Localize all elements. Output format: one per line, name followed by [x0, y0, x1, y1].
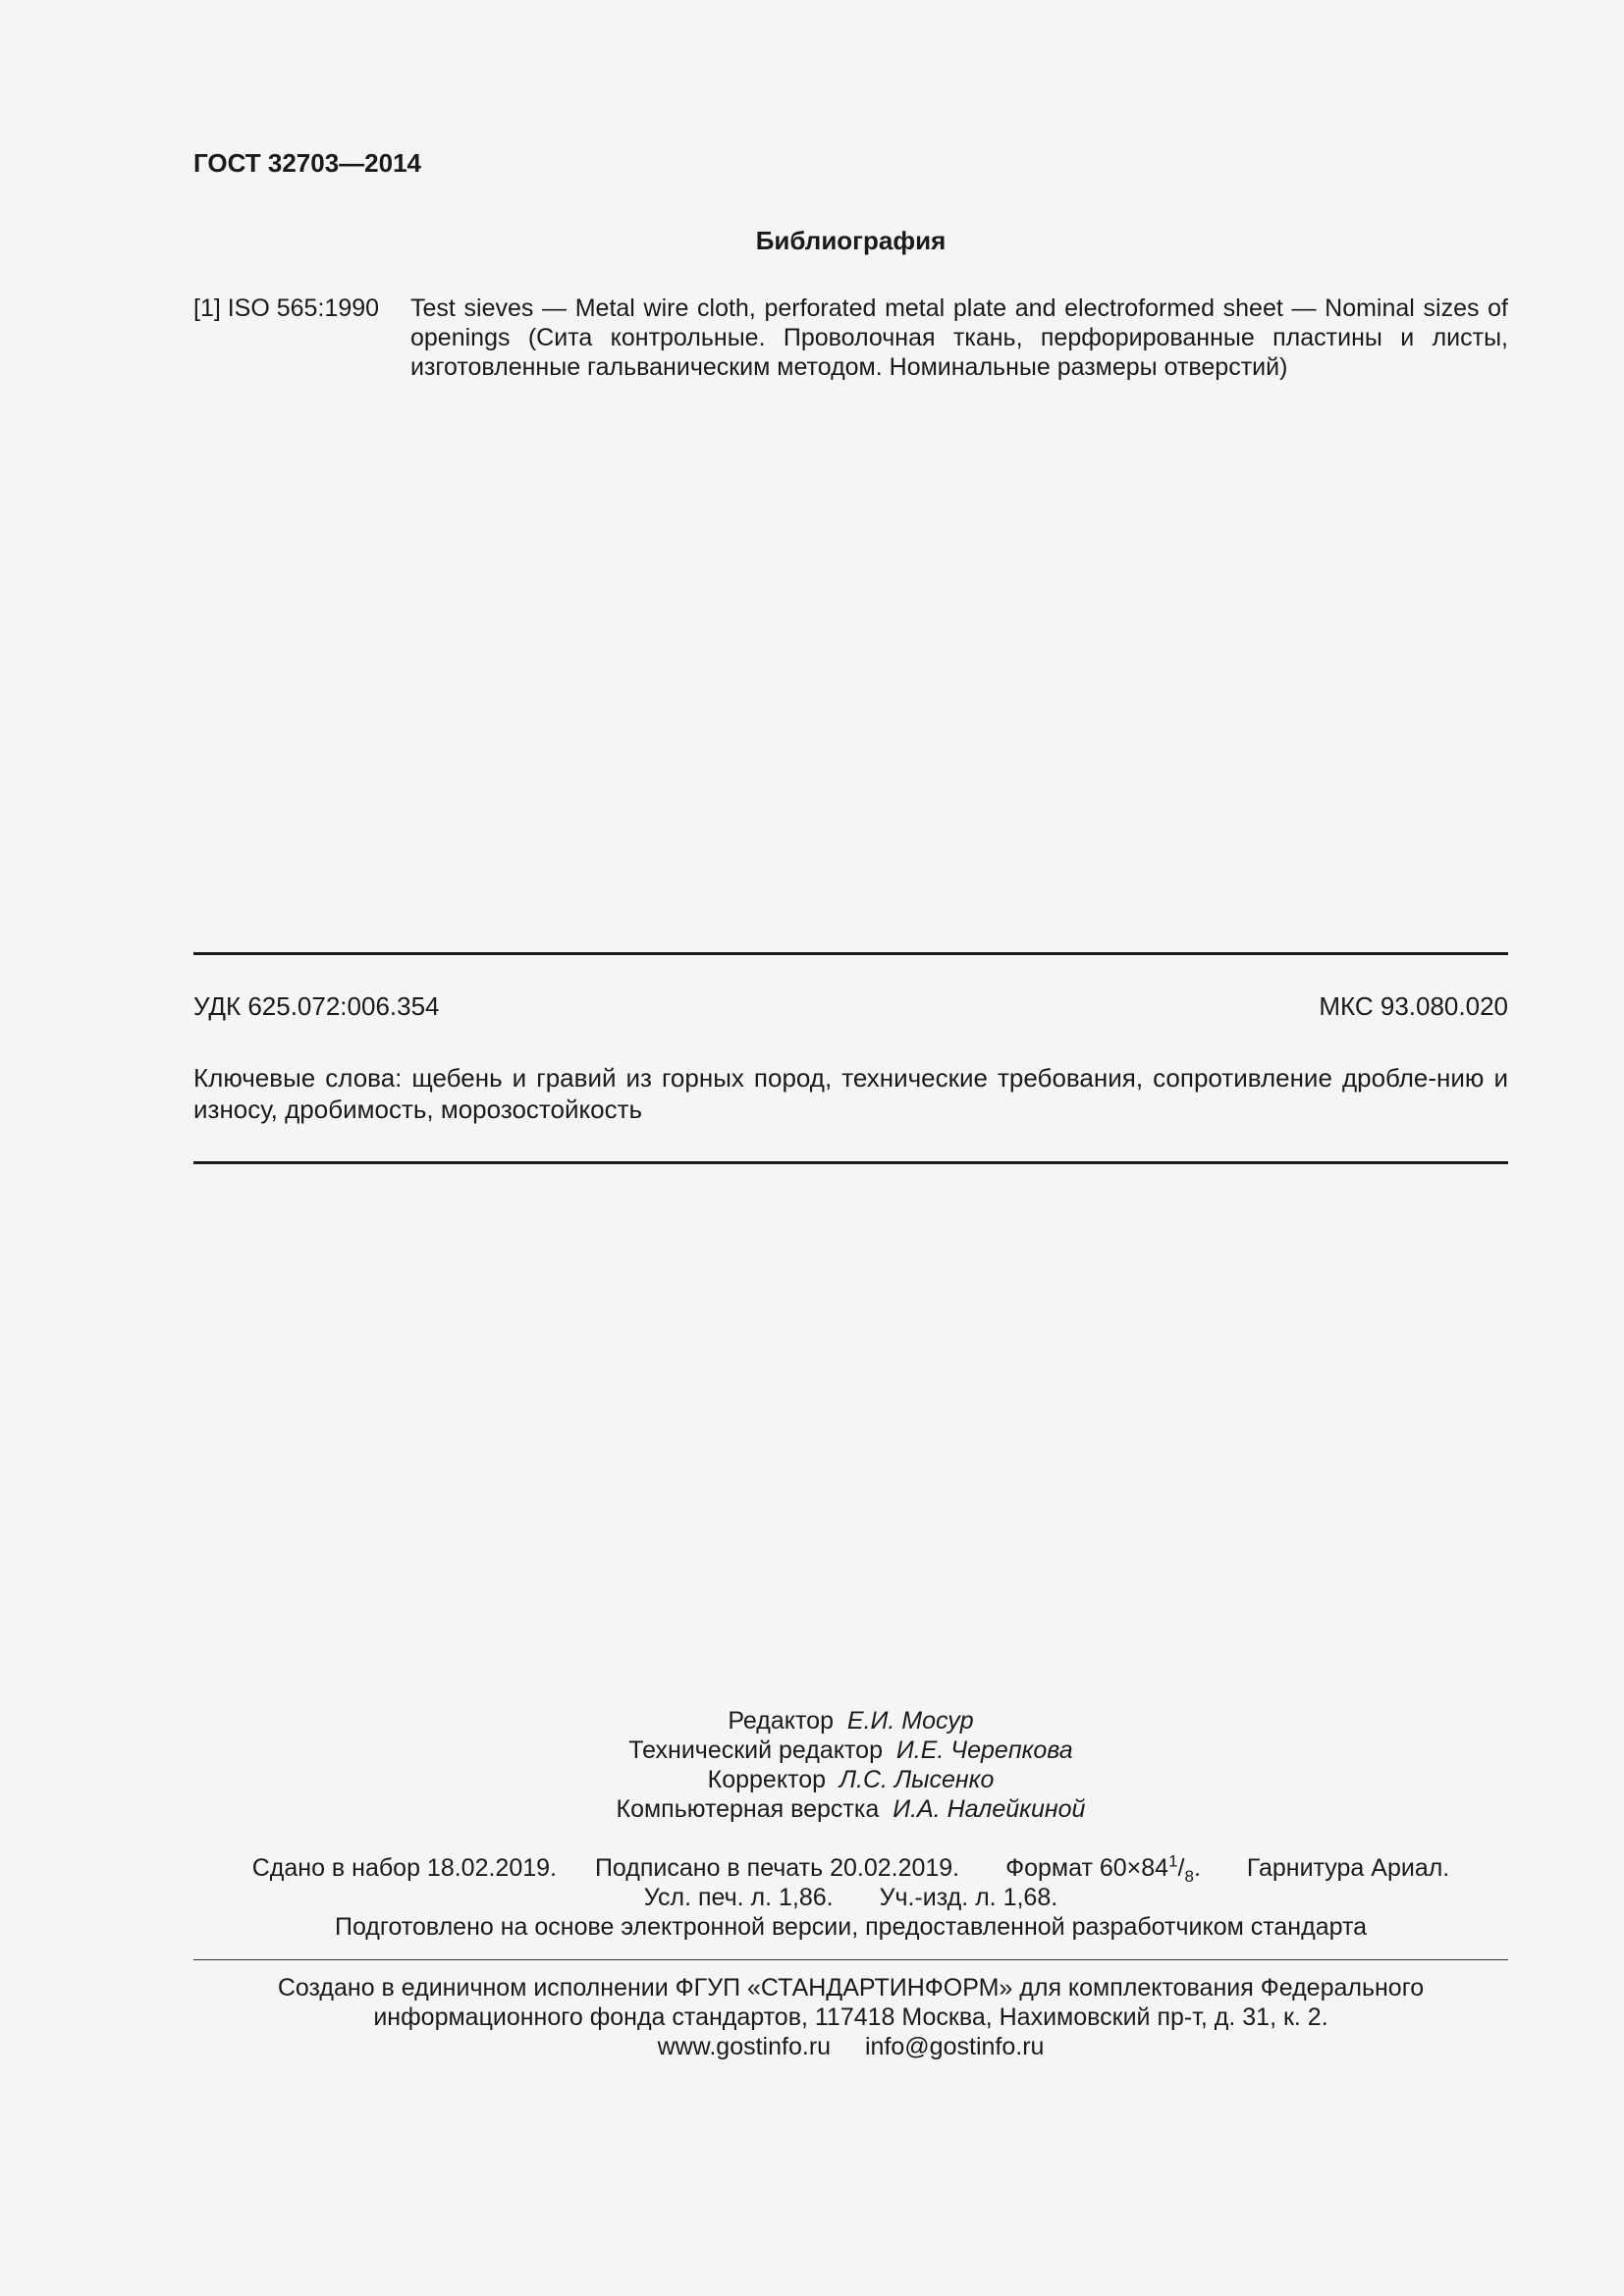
bottom-divider: [193, 1161, 1508, 1164]
footer-contacts: [193, 2032, 1508, 2061]
credit-role: Редактор: [728, 1707, 834, 1735]
typeface: Гарнитура Ариал.: [1246, 1854, 1450, 1882]
credit-name: И.Е. Черепкова: [895, 1736, 1073, 1764]
publisher-sheets: Уч.-изд. л. 1,68.: [879, 1884, 1058, 1911]
credit-name: И.А. Налейкиной: [893, 1795, 1086, 1823]
prepared-note: Подготовлено на основе электронной версии, предоставленной разработчиком стандарта: [334, 1913, 1368, 1941]
credits-block: [193, 1706, 1508, 1824]
credit-line: [193, 1765, 1508, 1794]
credit-name: Е.И. Мосур: [846, 1707, 974, 1735]
credit-role: Технический редактор: [628, 1736, 883, 1764]
credit-name: Л.С. Лысенко: [839, 1766, 995, 1793]
print-sheets: Усл. печ. л. 1,86.: [643, 1884, 834, 1911]
keywords: Ключевые слова: щебень и гравий из горных пород, технические требования, сопротивление дробле-нию и износу, дробимость, морозостойкость: [193, 1063, 1508, 1124]
website-link[interactable]: www.gostinfo.ru: [657, 2033, 832, 2060]
print-format: Формат $60\times 84^1/_8$.: [1005, 1851, 1201, 1886]
publication-line-1: [193, 1851, 1508, 1886]
footer: [193, 1973, 1508, 2061]
mks-code: МКС 93.080.020: [1319, 991, 1508, 1021]
publication-info: [193, 1853, 1508, 1942]
top-divider: [193, 952, 1508, 955]
bibliography-title: Библиография: [755, 226, 947, 255]
credit-role: Компьютерная верстка: [616, 1795, 880, 1823]
publication-line-2: [193, 1883, 1508, 1912]
credit-line: [193, 1706, 1508, 1735]
credit-role: Корректор: [707, 1766, 827, 1793]
bibliography-ref: [1] ISO 565:1990: [193, 294, 380, 322]
footer-line-1: Создано в единичном исполнении ФГУП «СТАНДАРТИНФОРМ» для комплектования Федерального: [277, 1974, 1425, 2002]
footer-divider: [193, 1959, 1508, 1960]
standard-number: ГОСТ 32703—2014: [193, 148, 421, 178]
sent-date: Сдано в набор 18.02.2019.: [251, 1854, 557, 1882]
credit-line: [193, 1794, 1508, 1824]
classification-row: [193, 991, 1508, 1022]
credit-line: [193, 1735, 1508, 1765]
bibliography-entry: [193, 294, 1508, 382]
signed-date: Подписано в печать 20.02.2019.: [594, 1854, 960, 1882]
email-link[interactable]: info@gostinfo.ru: [865, 2033, 1045, 2060]
bibliography-text: Test sieves — Metal wire cloth, perforated metal plate and electroformed sheet — Nominal sizes of openings (Сита контрольные. Проволочная ткань, перфорированные пластины и листы, изготовленные гальваническим методом. Номинальные размеры отверстий): [410, 294, 1508, 381]
footer-line-2: информационного фонда стандартов, 117418 Москва, Нахимовский пр-т, д. 31, к. 2.: [373, 2003, 1328, 2031]
udk-code: УДК 625.072:006.354: [193, 991, 440, 1021]
